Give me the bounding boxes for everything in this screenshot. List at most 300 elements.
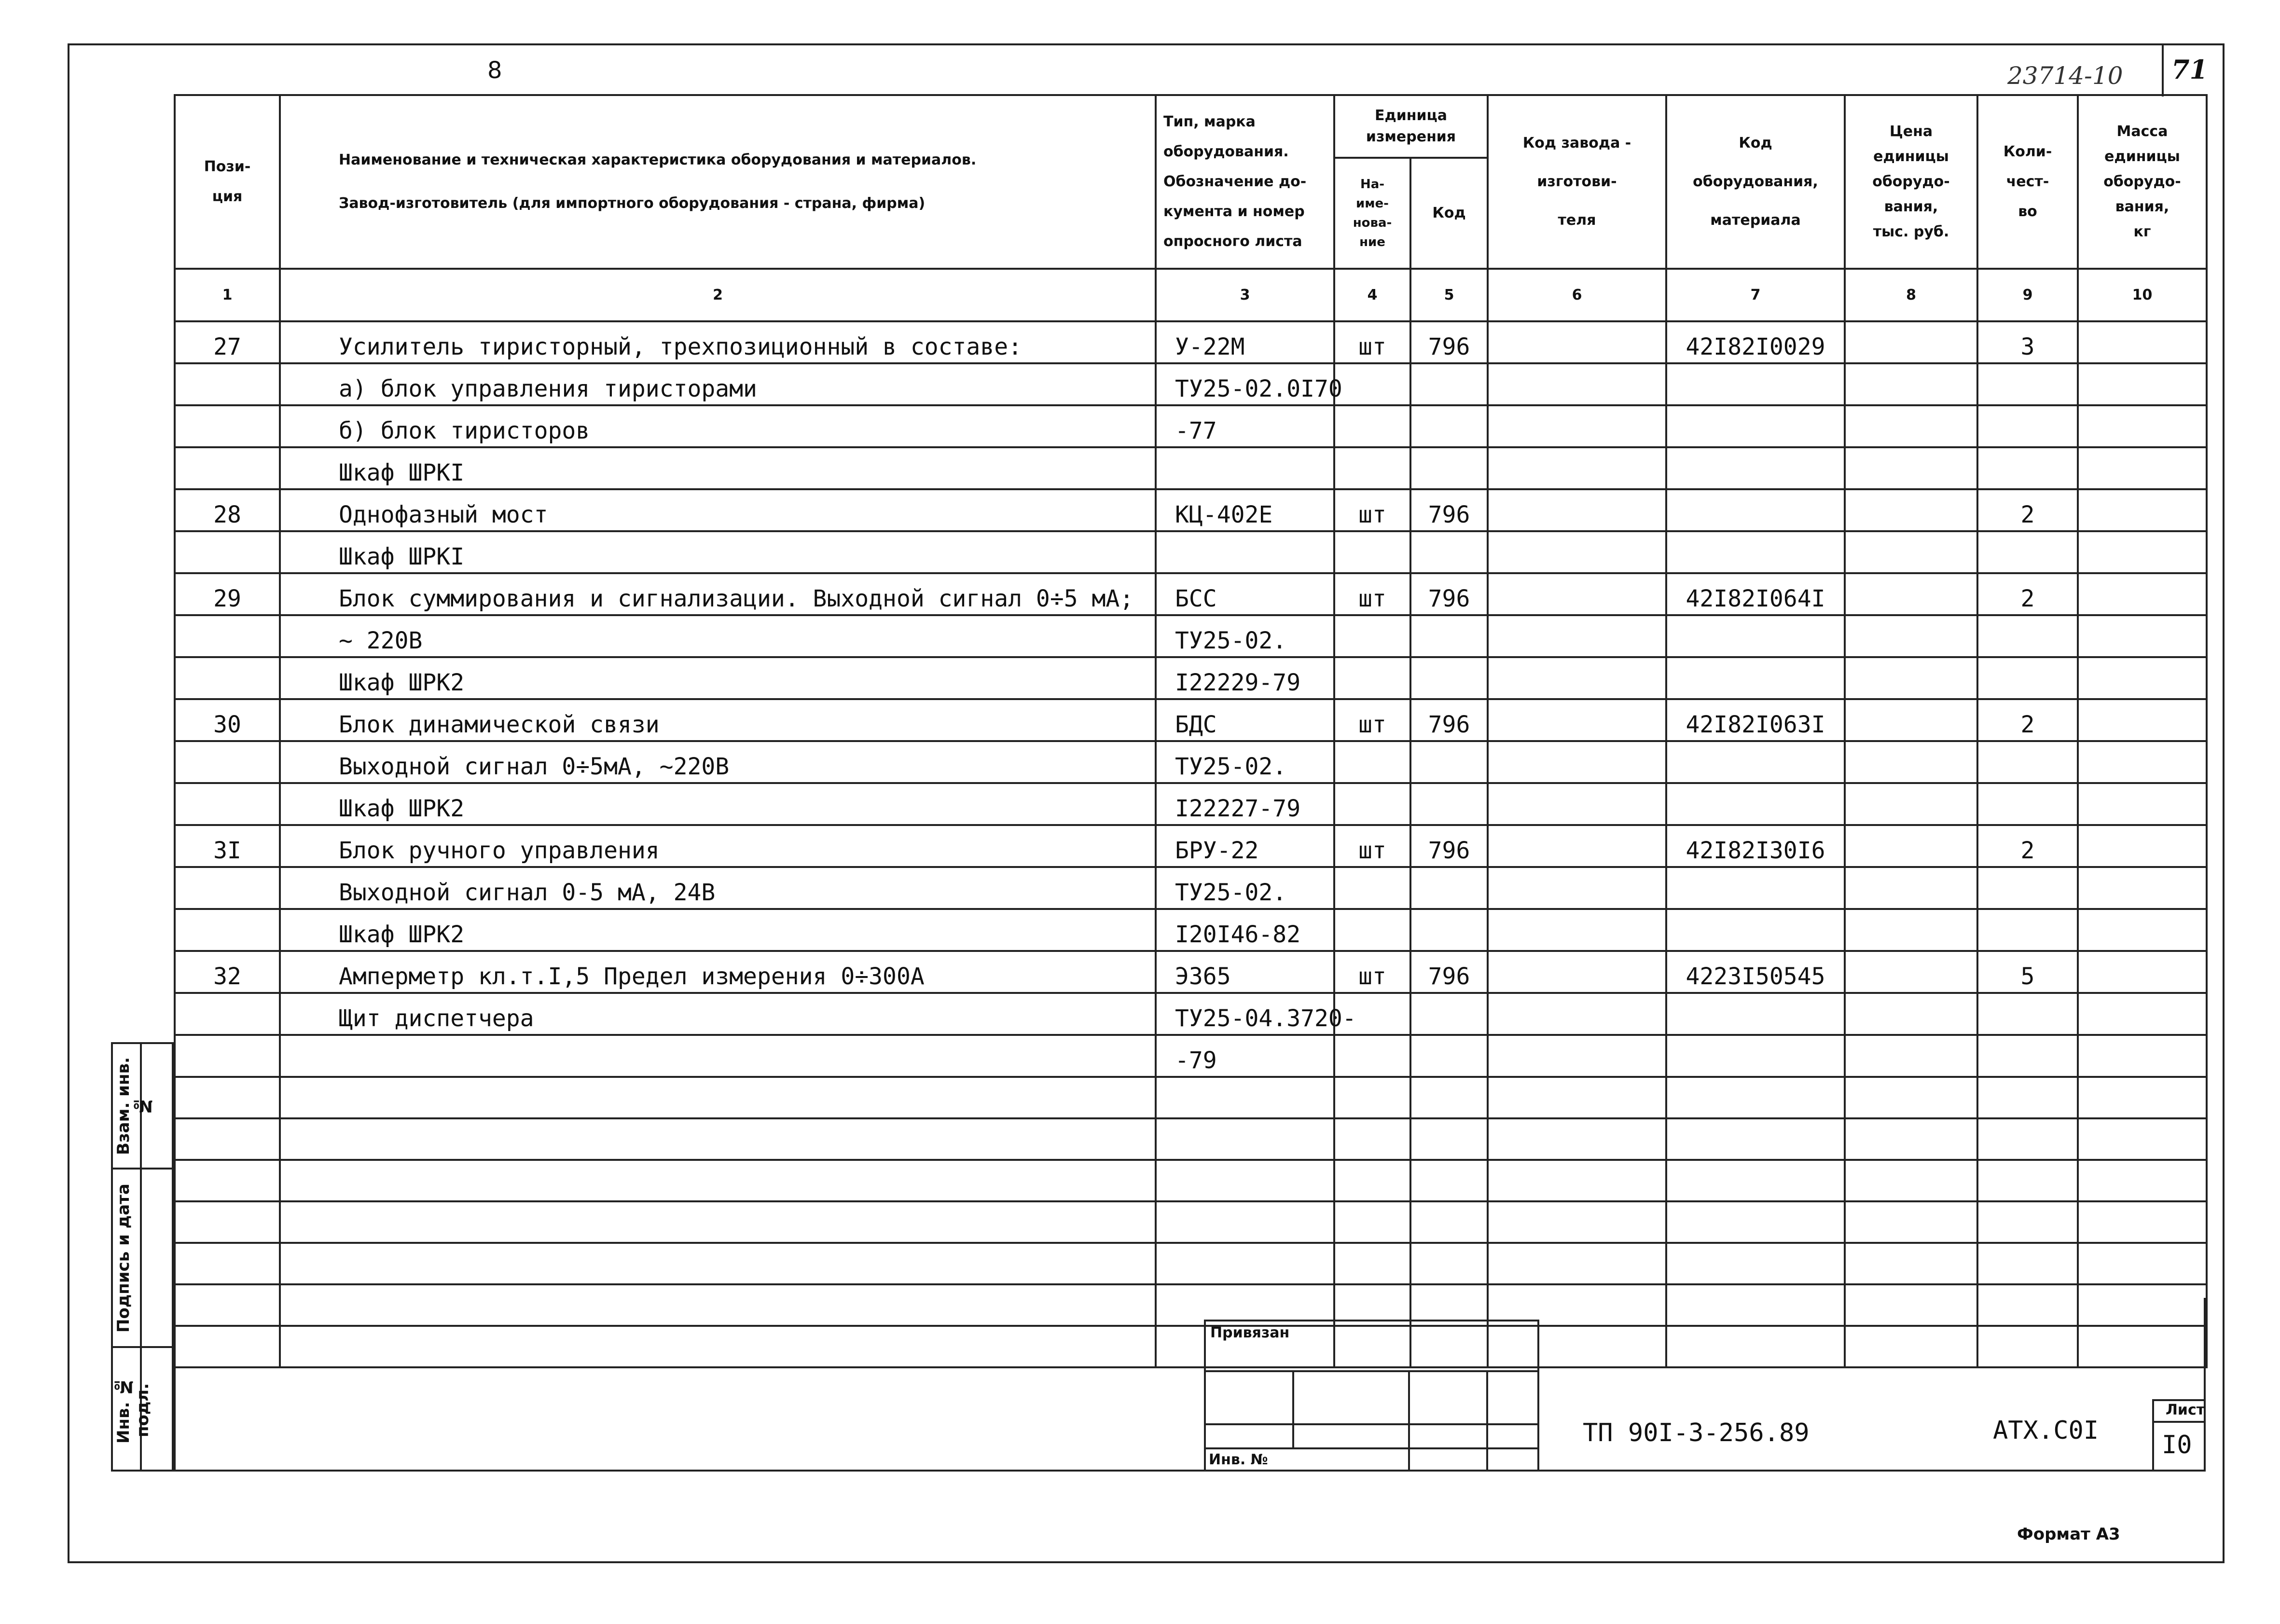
empty-cell: [280, 1160, 1156, 1201]
empty-cell: [1977, 1201, 2078, 1243]
unit-cell: [1334, 1035, 1410, 1077]
equipment-code-cell: [1666, 447, 1845, 489]
empty-cell: [175, 1326, 280, 1367]
price-cell: [1845, 741, 1977, 783]
quantity-cell: [1977, 447, 2078, 489]
mass-cell: [2078, 699, 2207, 741]
type-cell: КЦ-402Е: [1156, 489, 1334, 531]
title-block-left-line: [174, 1298, 176, 1472]
mass-cell: [2078, 783, 2207, 825]
price-cell: [1845, 993, 1977, 1035]
column-number: 2: [280, 269, 1156, 321]
type-cell: БРУ-22: [1156, 825, 1334, 867]
mass-cell: [2078, 489, 2207, 531]
maker-code-cell: [1488, 1035, 1666, 1077]
table-row: [175, 993, 2207, 1035]
equipment-code-cell: [1666, 867, 1845, 909]
name-cell: Блок ручного управления: [280, 825, 1156, 867]
bound-label: Привязан: [1210, 1324, 1290, 1341]
empty-cell: [1666, 1201, 1845, 1243]
mass-cell: [2078, 573, 2207, 615]
position-cell: [175, 447, 280, 489]
unit-cell: [1334, 531, 1410, 573]
column-number: 8: [1845, 269, 1977, 321]
mass-cell: [2078, 825, 2207, 867]
empty-cell: [1488, 1201, 1666, 1243]
side-label-original-inv: Инв. № подл.: [114, 1376, 152, 1444]
name-cell: Однофазный мост: [280, 489, 1156, 531]
equipment-code-cell: [1666, 741, 1845, 783]
table-row: [175, 657, 2207, 699]
column-number: 6: [1488, 269, 1666, 321]
price-cell: [1845, 321, 1977, 363]
type-cell: БДС: [1156, 699, 1334, 741]
table-body: [175, 321, 2207, 1367]
empty-row: [175, 1160, 2207, 1201]
empty-cell: [1410, 1118, 1488, 1160]
mass-cell: [2078, 741, 2207, 783]
equipment-code-cell: [1666, 657, 1845, 699]
name-cell: Шкаф ШРК2: [280, 909, 1156, 951]
price-cell: [1845, 657, 1977, 699]
header-type: Тип, марка оборудования. Обозначение до- кумента и номер опросного листа: [1156, 95, 1334, 269]
type-cell: ТУ25-02.: [1156, 741, 1334, 783]
side-label-signature: Подпись и дата: [114, 1184, 133, 1333]
unit-code-cell: [1410, 531, 1488, 573]
type-cell: ТУ25-02.0I70: [1156, 363, 1334, 405]
maker-code-cell: [1488, 825, 1666, 867]
bound-stamp-line2: [1204, 1423, 1539, 1425]
empty-cell: [1977, 1284, 2078, 1326]
empty-cell: [280, 1118, 1156, 1160]
empty-cell: [1410, 1201, 1488, 1243]
unit-cell: шт: [1334, 825, 1410, 867]
unit-cell: шт: [1334, 699, 1410, 741]
column-number: 5: [1410, 269, 1488, 321]
empty-cell: [1334, 1077, 1410, 1118]
empty-cell: [1156, 1201, 1334, 1243]
equipment-code-cell: 42I82I0029: [1666, 321, 1845, 363]
unit-cell: [1334, 783, 1410, 825]
unit-code-cell: [1410, 447, 1488, 489]
column-number: 10: [2078, 269, 2207, 321]
unit-code-cell: [1410, 741, 1488, 783]
empty-cell: [2078, 1243, 2207, 1284]
empty-row: [175, 1243, 2207, 1284]
empty-cell: [1334, 1201, 1410, 1243]
empty-cell: [1334, 1243, 1410, 1284]
unit-cell: [1334, 405, 1410, 447]
outer-frame-right: [2223, 43, 2225, 1563]
equipment-code-cell: [1666, 993, 1845, 1035]
empty-cell: [280, 1326, 1156, 1367]
equipment-code-cell: 42I82I063I: [1666, 699, 1845, 741]
empty-row: [175, 1201, 2207, 1243]
maker-code-cell: [1488, 699, 1666, 741]
unit-code-cell: 796: [1410, 951, 1488, 993]
unit-code-cell: 796: [1410, 489, 1488, 531]
empty-cell: [1977, 1160, 2078, 1201]
header-name: Наименование и техническая характеристика оборудования и материалов. Завод-изготовитель (для импортного оборудования - страна, фирма): [280, 95, 1156, 269]
type-cell: БСС: [1156, 573, 1334, 615]
empty-cell: [1977, 1118, 2078, 1160]
sheet-code: АТХ.С0I: [1993, 1416, 2099, 1445]
specification-table: [174, 94, 2208, 1368]
outer-frame-bottom: [68, 1561, 2225, 1563]
position-cell: 32: [175, 951, 280, 993]
table-row: [175, 489, 2207, 531]
maker-code-cell: [1488, 531, 1666, 573]
header-unit-name: На- име- нова- ние: [1334, 158, 1410, 269]
maker-code-cell: [1488, 783, 1666, 825]
empty-cell: [1156, 1243, 1334, 1284]
header-quantity: Коли- чест- во: [1977, 95, 2078, 269]
name-cell: Шкаф ШРКI: [280, 531, 1156, 573]
maker-code-cell: [1488, 447, 1666, 489]
sheet-number: I0: [2162, 1431, 2192, 1459]
empty-cell: [1334, 1118, 1410, 1160]
column-number: 1: [175, 269, 280, 321]
empty-cell: [1410, 1160, 1488, 1201]
empty-cell: [280, 1284, 1156, 1326]
side-strip-sep1: [111, 1168, 174, 1170]
position-cell: [175, 783, 280, 825]
type-cell: I22227-79: [1156, 783, 1334, 825]
type-cell: [1156, 531, 1334, 573]
table-row: [175, 741, 2207, 783]
empty-cell: [1666, 1118, 1845, 1160]
type-cell: ТУ25-02.: [1156, 867, 1334, 909]
empty-cell: [2078, 1160, 2207, 1201]
equipment-code-cell: [1666, 489, 1845, 531]
unit-cell: [1334, 447, 1410, 489]
unit-cell: [1334, 363, 1410, 405]
header-maker-code: Код завода - изготови- теля: [1488, 95, 1666, 269]
type-cell: У-22М: [1156, 321, 1334, 363]
corner-box: [2162, 43, 2164, 96]
type-cell: [1156, 447, 1334, 489]
column-number: 9: [1977, 269, 2078, 321]
equipment-code-cell: 42I82I30I6: [1666, 825, 1845, 867]
inv-label: Инв. №: [1209, 1451, 1268, 1468]
type-cell: ТУ25-02.: [1156, 615, 1334, 657]
empty-cell: [1977, 1077, 2078, 1118]
empty-cell: [1666, 1326, 1845, 1367]
header-unit-code: Код: [1410, 158, 1488, 269]
handwritten-reference: 23714-10: [2007, 62, 2123, 90]
price-cell: [1845, 699, 1977, 741]
unit-cell: [1334, 741, 1410, 783]
empty-cell: [1156, 1118, 1334, 1160]
quantity-cell: [1977, 909, 2078, 951]
price-cell: [1845, 573, 1977, 615]
maker-code-cell: [1488, 405, 1666, 447]
table-row: [175, 321, 2207, 363]
equipment-code-cell: [1666, 363, 1845, 405]
unit-code-cell: [1410, 657, 1488, 699]
unit-code-cell: [1410, 405, 1488, 447]
empty-cell: [1666, 1160, 1845, 1201]
name-cell: Усилитель тиристорный, трехпозиционный в составе:: [280, 321, 1156, 363]
header-position: Пози- ция: [175, 95, 280, 269]
maker-code-cell: [1488, 657, 1666, 699]
quantity-cell: [1977, 993, 2078, 1035]
mass-cell: [2078, 405, 2207, 447]
empty-row: [175, 1077, 2207, 1118]
sheet-box-divider: [2152, 1421, 2206, 1423]
quantity-cell: [1977, 363, 2078, 405]
mass-cell: [2078, 951, 2207, 993]
bound-stamp-vline2: [1408, 1370, 1410, 1472]
name-cell: Выходной сигнал 0-5 мА, 24В: [280, 867, 1156, 909]
empty-cell: [1156, 1077, 1334, 1118]
price-cell: [1845, 405, 1977, 447]
mass-cell: [2078, 993, 2207, 1035]
table-row: [175, 699, 2207, 741]
empty-cell: [175, 1160, 280, 1201]
corner-sheet-number: 71: [2171, 54, 2208, 85]
maker-code-cell: [1488, 993, 1666, 1035]
empty-cell: [2078, 1284, 2207, 1326]
maker-code-cell: [1488, 909, 1666, 951]
column-numbers-row: [175, 269, 2207, 321]
table-row: [175, 405, 2207, 447]
equipment-code-cell: [1666, 1035, 1845, 1077]
position-cell: [175, 657, 280, 699]
name-cell: а) блок управления тиристорами: [280, 363, 1156, 405]
table-row: [175, 825, 2207, 867]
empty-cell: [2078, 1077, 2207, 1118]
price-cell: [1845, 363, 1977, 405]
empty-cell: [1845, 1243, 1977, 1284]
empty-cell: [175, 1077, 280, 1118]
maker-code-cell: [1488, 489, 1666, 531]
empty-cell: [1666, 1077, 1845, 1118]
empty-cell: [280, 1243, 1156, 1284]
mass-cell: [2078, 1035, 2207, 1077]
maker-code-cell: [1488, 951, 1666, 993]
equipment-code-cell: 42I82I064I: [1666, 573, 1845, 615]
empty-cell: [175, 1118, 280, 1160]
position-cell: 28: [175, 489, 280, 531]
position-cell: [175, 531, 280, 573]
maker-code-cell: [1488, 741, 1666, 783]
empty-cell: [1845, 1118, 1977, 1160]
empty-cell: [1488, 1077, 1666, 1118]
position-cell: [175, 993, 280, 1035]
maker-code-cell: [1488, 867, 1666, 909]
empty-cell: [1845, 1284, 1977, 1326]
unit-code-cell: 796: [1410, 825, 1488, 867]
name-cell: Выходной сигнал 0÷5мА, ~220В: [280, 741, 1156, 783]
type-cell: -79: [1156, 1035, 1334, 1077]
quantity-cell: [1977, 741, 2078, 783]
type-cell: Э365: [1156, 951, 1334, 993]
empty-cell: [175, 1201, 280, 1243]
unit-cell: [1334, 909, 1410, 951]
name-cell: Щит диспетчера: [280, 993, 1156, 1035]
mass-cell: [2078, 657, 2207, 699]
header-price: Цена единицы оборудо- вания, тыс. руб.: [1845, 95, 1977, 269]
position-cell: [175, 1035, 280, 1077]
empty-cell: [2078, 1118, 2207, 1160]
price-cell: [1845, 615, 1977, 657]
type-cell: -77: [1156, 405, 1334, 447]
type-cell: ТУ25-04.3720-: [1156, 993, 1334, 1035]
name-cell: Шкаф ШРК2: [280, 783, 1156, 825]
position-cell: 30: [175, 699, 280, 741]
quantity-cell: 2: [1977, 573, 2078, 615]
equipment-code-cell: [1666, 909, 1845, 951]
position-cell: 29: [175, 573, 280, 615]
empty-cell: [1977, 1243, 2078, 1284]
unit-code-cell: 796: [1410, 573, 1488, 615]
empty-cell: [1410, 1243, 1488, 1284]
price-cell: [1845, 951, 1977, 993]
table-row: [175, 573, 2207, 615]
empty-cell: [1488, 1118, 1666, 1160]
empty-cell: [1845, 1160, 1977, 1201]
unit-cell: [1334, 657, 1410, 699]
title-block-bottom-line: [174, 1470, 2206, 1472]
quantity-cell: 2: [1977, 489, 2078, 531]
position-cell: 3I: [175, 825, 280, 867]
document-code: ТП 90I-3-256.89: [1583, 1418, 1810, 1447]
unit-cell: [1334, 867, 1410, 909]
empty-cell: [1334, 1160, 1410, 1201]
column-number: 4: [1334, 269, 1410, 321]
equipment-code-cell: [1666, 783, 1845, 825]
type-cell: I20I46-82: [1156, 909, 1334, 951]
unit-code-cell: 796: [1410, 699, 1488, 741]
empty-cell: [2078, 1326, 2207, 1367]
mass-cell: [2078, 867, 2207, 909]
unit-code-cell: [1410, 909, 1488, 951]
mass-cell: [2078, 321, 2207, 363]
bound-stamp-line1: [1204, 1370, 1539, 1372]
bound-stamp-vline1: [1292, 1370, 1294, 1447]
empty-row: [175, 1284, 2207, 1326]
equipment-code-cell: 4223I50545: [1666, 951, 1845, 993]
name-cell: ~ 220В: [280, 615, 1156, 657]
empty-cell: [1845, 1326, 1977, 1367]
unit-cell: шт: [1334, 573, 1410, 615]
unit-code-cell: [1410, 867, 1488, 909]
empty-row: [175, 1118, 2207, 1160]
empty-cell: [280, 1077, 1156, 1118]
position-cell: [175, 615, 280, 657]
empty-cell: [2078, 1201, 2207, 1243]
empty-cell: [175, 1243, 280, 1284]
name-cell: Блок суммирования и сигнализации. Выходной сигнал 0÷5 мА;: [280, 573, 1156, 615]
equipment-code-cell: [1666, 531, 1845, 573]
mass-cell: [2078, 447, 2207, 489]
unit-code-cell: [1410, 615, 1488, 657]
equipment-code-cell: [1666, 405, 1845, 447]
name-cell: Шкаф ШРКI: [280, 447, 1156, 489]
format-label: Формат А3: [2017, 1525, 2120, 1544]
price-cell: [1845, 489, 1977, 531]
empty-cell: [1156, 1160, 1334, 1201]
maker-code-cell: [1488, 615, 1666, 657]
mass-cell: [2078, 615, 2207, 657]
empty-cell: [1845, 1201, 1977, 1243]
unit-cell: шт: [1334, 489, 1410, 531]
maker-code-cell: [1488, 321, 1666, 363]
equipment-code-cell: [1666, 615, 1845, 657]
empty-cell: [1666, 1243, 1845, 1284]
empty-cell: [1845, 1077, 1977, 1118]
header-mass: Масса единицы оборудо- вания, кг: [2078, 95, 2207, 269]
empty-cell: [1666, 1284, 1845, 1326]
price-cell: [1845, 447, 1977, 489]
side-strip-sep2: [111, 1346, 174, 1348]
table-row: [175, 1035, 2207, 1077]
empty-cell: [175, 1284, 280, 1326]
quantity-cell: [1977, 867, 2078, 909]
unit-cell: шт: [1334, 951, 1410, 993]
price-cell: [1845, 783, 1977, 825]
side-label-swap-inv: Взам. инв. №: [114, 1057, 152, 1155]
name-cell: Блок динамической связи: [280, 699, 1156, 741]
price-cell: [1845, 909, 1977, 951]
name-cell: б) блок тиристоров: [280, 405, 1156, 447]
price-cell: [1845, 1035, 1977, 1077]
quantity-cell: 3: [1977, 321, 2078, 363]
name-cell: [280, 1035, 1156, 1077]
table-row: [175, 615, 2207, 657]
unit-cell: шт: [1334, 321, 1410, 363]
empty-cell: [1488, 1243, 1666, 1284]
table-row: [175, 531, 2207, 573]
quantity-cell: [1977, 657, 2078, 699]
quantity-cell: [1977, 615, 2078, 657]
name-cell: Шкаф ШРК2: [280, 657, 1156, 699]
price-cell: [1845, 825, 1977, 867]
table-row: [175, 909, 2207, 951]
quantity-cell: 2: [1977, 825, 2078, 867]
table-row: [175, 951, 2207, 993]
position-cell: [175, 405, 280, 447]
unit-code-cell: [1410, 363, 1488, 405]
mass-cell: [2078, 363, 2207, 405]
unit-code-cell: 796: [1410, 321, 1488, 363]
table-row: [175, 363, 2207, 405]
empty-row: [175, 1326, 2207, 1367]
unit-code-cell: [1410, 993, 1488, 1035]
bound-stamp-line3: [1204, 1447, 1539, 1449]
maker-code-cell: [1488, 573, 1666, 615]
bound-stamp-vline3: [1486, 1370, 1488, 1472]
quantity-cell: 2: [1977, 699, 2078, 741]
sheet-label: Лист: [2166, 1402, 2205, 1418]
quantity-cell: [1977, 405, 2078, 447]
empty-cell: [280, 1201, 1156, 1243]
column-number: 3: [1156, 269, 1334, 321]
position-cell: [175, 363, 280, 405]
quantity-cell: [1977, 531, 2078, 573]
unit-code-cell: [1410, 1035, 1488, 1077]
maker-code-cell: [1488, 363, 1666, 405]
mass-cell: [2078, 909, 2207, 951]
quantity-cell: 5: [1977, 951, 2078, 993]
quantity-cell: [1977, 783, 2078, 825]
price-cell: [1845, 867, 1977, 909]
quantity-cell: [1977, 1035, 2078, 1077]
table-row: [175, 783, 2207, 825]
type-cell: I22229-79: [1156, 657, 1334, 699]
position-cell: [175, 867, 280, 909]
